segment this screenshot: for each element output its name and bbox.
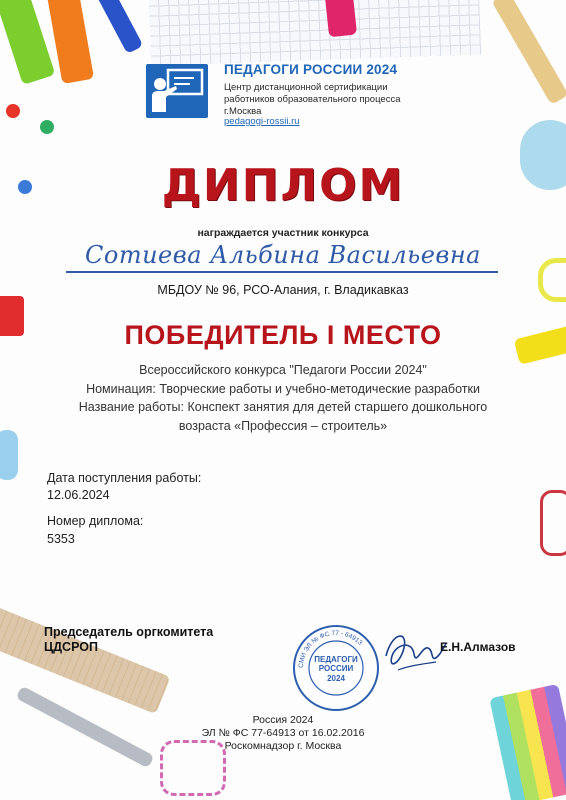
official-stamp xyxy=(292,624,380,712)
awarded-caption: награждается участник конкурса xyxy=(197,227,369,239)
grid-notebook-decoration xyxy=(149,0,481,66)
nomination: Номинация: Творческие работы и учебно-методические разработки xyxy=(86,381,480,396)
chairman-title xyxy=(44,625,213,655)
recipient-name: Сотиева Альбина Васильевна xyxy=(85,241,481,269)
number-value: 5353 xyxy=(47,532,75,546)
stamp-line-2: РОССИИ xyxy=(318,664,354,673)
diploma-title: ДИПЛОМ xyxy=(161,160,405,211)
work-title-line-1: Название работы: Конспект занятия для детей старшего дошкольного xyxy=(78,400,488,414)
footer xyxy=(0,714,566,753)
contest-info xyxy=(50,361,516,435)
organizer-header xyxy=(146,62,446,132)
chairman-line-2: ЦДСРОП xyxy=(44,640,98,654)
pushpin-decoration xyxy=(6,104,20,118)
footer-line-2: ЭЛ № ФС 77-64913 от 16.02.2016 xyxy=(201,727,365,739)
work-title-line-2: возраста «Профессия – строитель» xyxy=(178,418,388,433)
website-link[interactable]: pedagogi-rossii.ru xyxy=(224,116,300,127)
paperclip-stack-decoration xyxy=(540,490,566,556)
signer-name: Е.Н.Алмазов xyxy=(440,640,516,654)
award-place: ПОБЕДИТЕЛЬ I МЕСТО xyxy=(124,320,442,350)
pushpin-decoration-2 xyxy=(40,120,54,134)
pencil-decoration xyxy=(491,0,566,105)
stamp-ring-text: СМИ ЭЛ № ФС 77 - 64913 xyxy=(297,629,364,669)
green-marker-decoration xyxy=(0,0,55,85)
stamp-line-3: 2024 xyxy=(327,674,345,683)
chairman-line-1: Председатель оргкомитета xyxy=(44,625,214,639)
name-underline xyxy=(66,271,498,273)
header-title: ПЕДАГОГИ РОССИИ 2024 xyxy=(224,62,398,77)
header-line-2: работников образовательного процесса xyxy=(224,94,401,105)
handwritten-signature xyxy=(378,626,448,678)
stamp-line-1: ПЕДАГОГИ xyxy=(314,655,358,664)
footer-line-1: Россия 2024 xyxy=(252,714,314,726)
date-value: 12.06.2024 xyxy=(47,488,110,502)
pink-marker-decoration xyxy=(323,0,357,37)
blue-pen-decoration xyxy=(95,0,144,54)
number-label: Номер диплома: xyxy=(47,514,144,528)
teacher-board-icon xyxy=(146,64,208,118)
date-label: Дата поступления работы: xyxy=(47,471,202,485)
contest-name: Всероссийского конкурса "Педагоги России 2024" xyxy=(139,363,427,377)
footer-line-3: Роскомнадзор г. Москва xyxy=(224,740,342,752)
blue-clip-decoration xyxy=(0,430,18,480)
header-line-1: Центр дистанционной сертификации xyxy=(224,82,388,93)
header-line-3: г.Москва xyxy=(224,106,262,117)
recipient-organization: МБДОУ № 96, РСО-Алания, г. Владикавказ xyxy=(157,283,409,297)
